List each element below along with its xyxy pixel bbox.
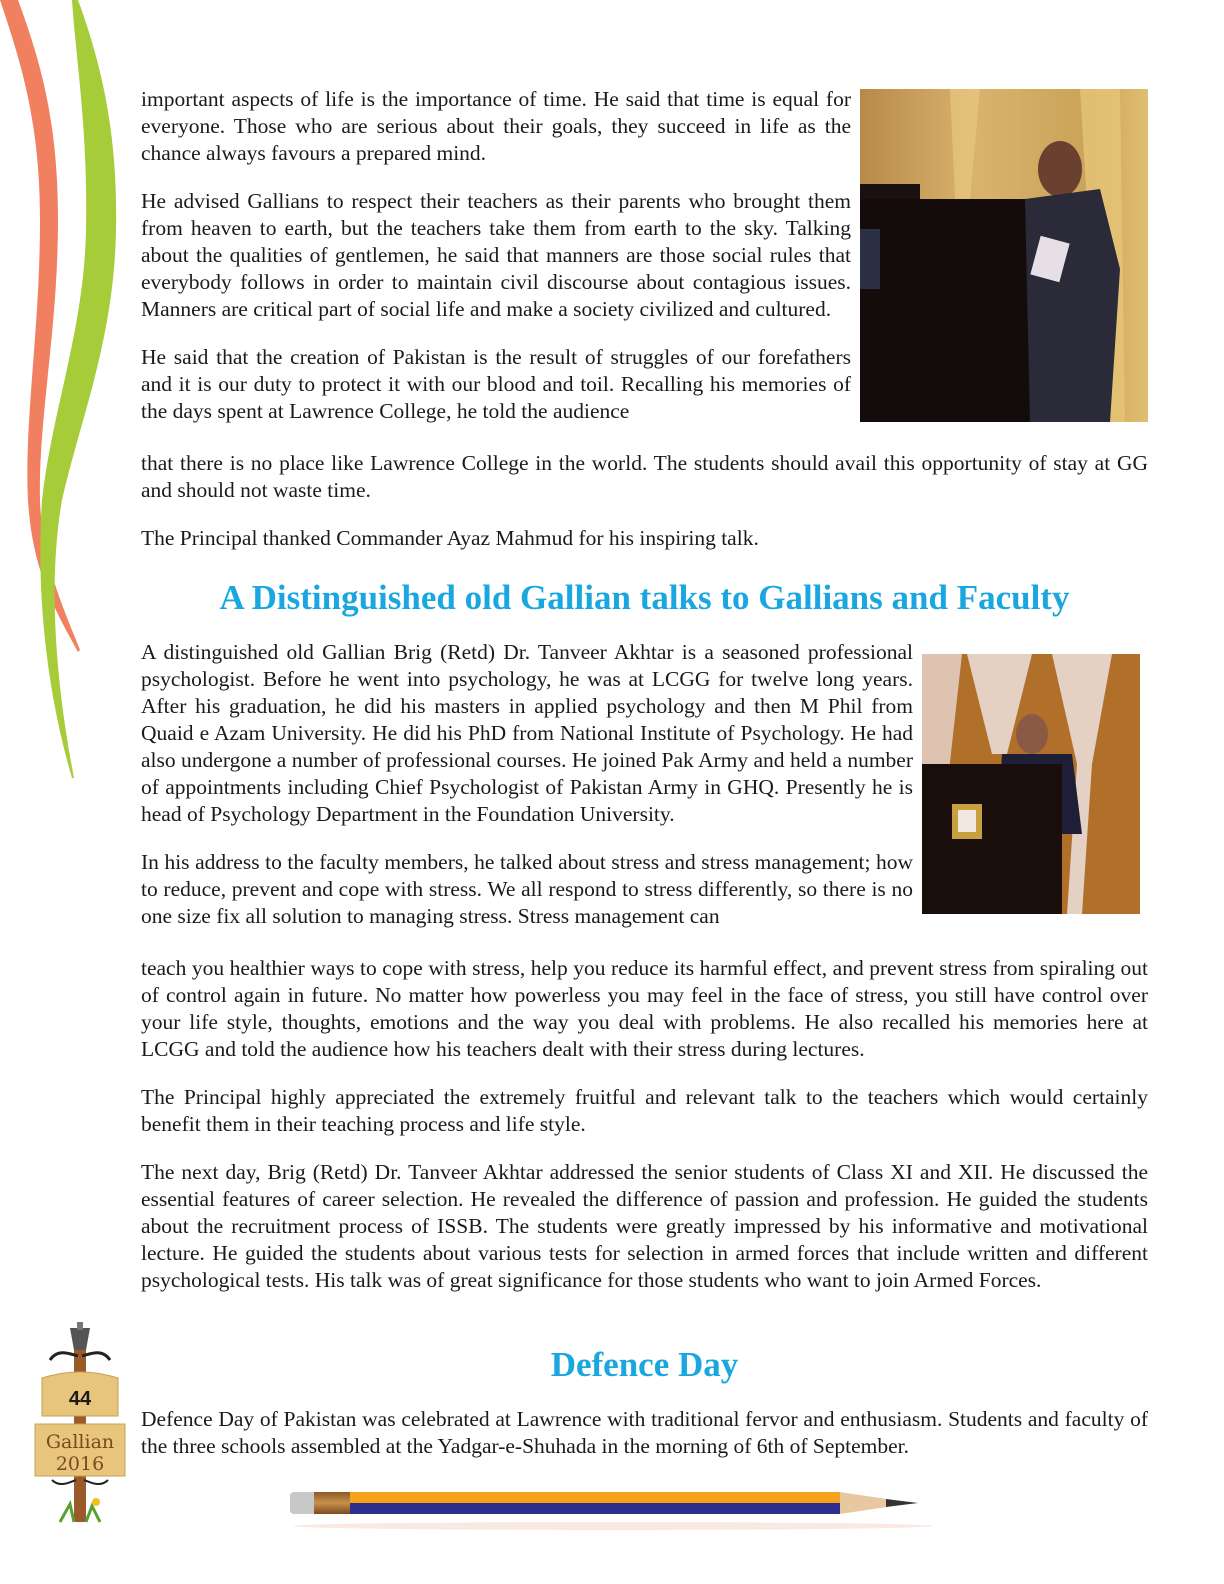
section3-text [141,1406,1148,1460]
publication-year: 2016 [55,1453,105,1475]
speaker-photo-1 [860,89,1148,422]
section1-text-wrapped [141,86,851,425]
speaker-photo-2 [922,654,1140,914]
page-number: 44 [68,1388,92,1410]
signpost-icon [30,1322,130,1527]
lamp-icon [70,1328,90,1350]
paragraph: Defence Day of Pakistan was celebrated at Lawrence with traditional fervor and enthusiasm. Students and faculty of the three schools assembled at the Yadgar-e-Shuhada in the morning of 6th of September. [141,1407,1148,1458]
paragraph: that there is no place like Lawrence College in the world. The students should avail this opportunity of stay at GG and should not waste time. [141,451,1148,502]
orange-ribbon [0,0,80,652]
paragraph: The Principal highly appreciated the extremely fruitful and relevant talk to the teachers which would certainly benefit them in their teaching process and life style. [141,1085,1148,1136]
decorative-ribbons [0,0,140,800]
paragraph: In his address to the faculty members, he talked about stress and stress management; how to reduce, prevent and cope with stress. We all respond to stress differently, so there is no one size fix all solution to managing stress. Stress management can [141,850,913,928]
section1-text-full [141,450,1148,552]
section2-text-full [141,955,1148,1294]
green-ribbon [40,0,116,778]
section-heading: A Distinguished old Gallian talks to Gallians and Faculty [219,578,1070,617]
paragraph: The Principal thanked Commander Ayaz Mahmud for his inspiring talk. [141,526,759,550]
paragraph: A distinguished old Gallian Brig (Retd) Dr. Tanveer Akhtar is a seasoned professional psychologist. Before he went into psychology, he was at LCGG for twelve long years. After his graduation, he did his masters in applied psychology and then M Phil from Quaid e Azam University. He did his PhD from National Institute of Psychology. He had also undergone a number of professional courses. He joined Pak Army and held a number of appointments including Chief Psychologist of Pakistan Army in GHQ. Presently he is head of Psychology Department in the Foundation University. [141,640,913,826]
publication-name: Gallian [45,1431,115,1453]
paragraph: He said that the creation of Pakistan is the result of struggles of our forefathers and it is our duty to protect it with our blood and toil. Recalling his memories of the days spent at Lawrence College, he told the audience [141,345,851,423]
paragraph: The next day, Brig (Retd) Dr. Tanveer Akhtar addressed the senior students of Class XI and XII. He discussed the essential features of career selection. He revealed the difference of passion and profession. He guided the students about the recruitment process of ISSB. The students were greatly impressed by his informative and motivational lecture. He guided the students about various tests for selection in armed forces that include written and different psychological tests. His talk was of great significance for those students who want to join Armed Forces. [141,1160,1148,1292]
section-heading: Defence Day [550,1345,739,1384]
paragraph: teach you healthier ways to cope with stress, help you reduce its harmful effect, and prevent stress from spiraling out of control again in future. No matter how powerless you may feel in the face of stress, you still have control over your life style, thoughts, emotions and the way you deal with problems. He also recalled his memories here at LCGG and told the audience how his teachers dealt with their stress during lectures. [141,956,1148,1061]
paragraph: important aspects of life is the importance of time. He said that time is equal for everyone. Those who are serious about their goals, they succeed in life as the chance always favours a prepared mind. [141,87,851,165]
paragraph: He advised Gallians to respect their teachers as their parents who brought them from heaven to earth, but the teachers take them from earth to the sky. Talking about the qualities of gentlemen, he said that manners are those social rules that everybody follows in order to maintain civil discourse about contagious issues. Manners are critical part of social life and make a society civilized and cultured. [141,189,851,321]
pencil-icon [288,1488,938,1532]
section2-text-wrapped [141,639,913,930]
